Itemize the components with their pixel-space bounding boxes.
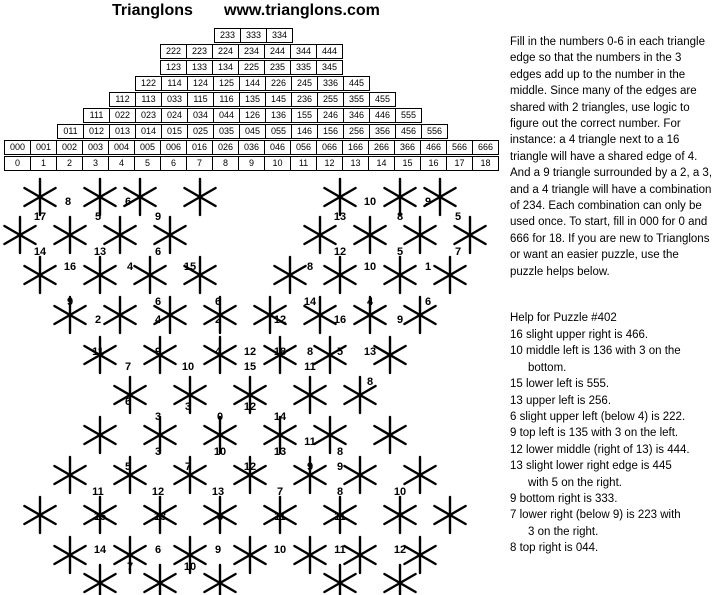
combination-cell: 223 bbox=[187, 45, 213, 59]
triangle-clue-number: 5 bbox=[336, 346, 344, 358]
triangle-clue-number: 9 bbox=[336, 461, 344, 473]
help-item: 16 slight upper right is 466. bbox=[510, 329, 649, 341]
combination-cell: 000 bbox=[5, 141, 31, 155]
edge-cross[interactable] bbox=[374, 417, 405, 453]
help-item: 7 lower right (below 9) is 223 with bbox=[510, 509, 681, 522]
combination-cell: 012 bbox=[84, 125, 110, 139]
combination-cell: 113 bbox=[136, 93, 162, 107]
edge-cross[interactable] bbox=[294, 377, 325, 413]
triangle-clue-number: 3 bbox=[154, 446, 162, 458]
combination-row bbox=[160, 60, 343, 75]
triangle-clue-number: 3 bbox=[154, 411, 162, 423]
triangle-clue-number: 13 bbox=[363, 346, 377, 358]
triangle-clue-number: 7 bbox=[454, 246, 462, 258]
combination-cell: 446 bbox=[370, 109, 396, 123]
sum-cell: 18 bbox=[473, 157, 499, 171]
combination-cell: 112 bbox=[110, 93, 136, 107]
combination-cell: 134 bbox=[213, 61, 239, 75]
edge-cross[interactable] bbox=[54, 457, 85, 493]
combination-row bbox=[83, 108, 422, 123]
edge-cross[interactable] bbox=[344, 457, 375, 493]
triangle-clue-number: 10 bbox=[363, 261, 377, 273]
triangle-clue-number: 6 bbox=[424, 296, 432, 308]
triangle-clue-number: 12 bbox=[243, 346, 257, 358]
triangle-clue-number: 5 bbox=[396, 246, 404, 258]
triangle-clue-number: 9 bbox=[154, 346, 162, 358]
combination-cell: 155 bbox=[292, 109, 318, 123]
combination-cell: 036 bbox=[239, 141, 265, 155]
triangle-clue-number: 10 bbox=[273, 544, 287, 556]
puzzle-brand-title: Trianglons bbox=[112, 2, 193, 19]
combination-cell: 225 bbox=[239, 61, 265, 75]
combination-cell: 156 bbox=[318, 125, 344, 139]
combination-cell: 445 bbox=[344, 77, 370, 91]
combination-cell: 256 bbox=[344, 125, 370, 139]
sum-cell: 12 bbox=[317, 157, 343, 171]
combination-cell: 222 bbox=[161, 45, 187, 59]
edge-cross[interactable] bbox=[294, 537, 325, 573]
triangle-clue-number: 15 bbox=[243, 361, 257, 373]
edge-cross[interactable] bbox=[84, 257, 115, 293]
edge-cross[interactable] bbox=[354, 217, 385, 253]
edge-cross[interactable] bbox=[324, 565, 355, 595]
combination-cell: 444 bbox=[317, 45, 343, 59]
edge-cross[interactable] bbox=[104, 297, 135, 333]
combination-cell: 044 bbox=[214, 109, 240, 123]
triangle-clue-number: 2 bbox=[94, 314, 102, 326]
edge-cross[interactable] bbox=[4, 217, 35, 253]
combination-cell: 035 bbox=[214, 125, 240, 139]
triangle-clue-number: 13 bbox=[333, 211, 347, 223]
triangle-clue-number: 6 bbox=[124, 396, 132, 408]
triangle-clue-number: 9 bbox=[66, 296, 74, 308]
combination-cell: 006 bbox=[161, 141, 187, 155]
triangle-clue-number: 7 bbox=[126, 561, 134, 573]
triangle-clue-number: 18 bbox=[273, 346, 287, 358]
combination-cell: 016 bbox=[187, 141, 213, 155]
triangle-clue-number: 4 bbox=[214, 346, 222, 358]
triangle-clue-number: 13 bbox=[273, 446, 287, 458]
triangle-clue-number: 12 bbox=[393, 544, 407, 556]
help-heading: Help for Puzzle #402 bbox=[510, 312, 617, 324]
combination-cell: 333 bbox=[241, 29, 267, 43]
triangle-clue-number: 6 bbox=[214, 296, 222, 308]
triangle-clue-number: 14 bbox=[33, 246, 47, 258]
help-item: 8 top right is 044. bbox=[510, 542, 599, 555]
edge-cross[interactable] bbox=[404, 537, 435, 573]
combination-cell: 135 bbox=[240, 93, 266, 107]
triangle-clue-number: 9 bbox=[396, 314, 404, 326]
triangle-clue-number: 8 bbox=[216, 511, 224, 523]
combination-cell: 014 bbox=[136, 125, 162, 139]
edge-cross[interactable] bbox=[54, 217, 85, 253]
combination-cell: 246 bbox=[318, 109, 344, 123]
triangle-clue-number: 11 bbox=[92, 486, 104, 498]
combination-cell: 144 bbox=[240, 77, 266, 91]
combination-cell: 122 bbox=[136, 77, 162, 91]
edge-cross[interactable] bbox=[104, 217, 135, 253]
combination-cell: 366 bbox=[395, 141, 421, 155]
triangle-clue-number: 6 bbox=[154, 544, 162, 556]
sum-cell: 5 bbox=[135, 157, 161, 171]
combination-cell: 346 bbox=[344, 109, 370, 123]
combination-cell: 555 bbox=[396, 109, 422, 123]
edge-cross[interactable] bbox=[304, 217, 335, 253]
triangle-clue-number: 5 bbox=[454, 211, 462, 223]
triangle-clue-number: 8 bbox=[366, 376, 374, 388]
combination-cell: 224 bbox=[213, 45, 239, 59]
edge-cross[interactable] bbox=[134, 257, 165, 293]
combination-cell: 003 bbox=[83, 141, 109, 155]
triangle-clue-number: 16 bbox=[333, 314, 347, 326]
triangle-clue-number: 1 bbox=[424, 261, 432, 273]
triangle-clue-number: 6 bbox=[124, 196, 132, 208]
combination-cell: 046 bbox=[265, 141, 291, 155]
triangle-clue-number: 9 bbox=[306, 461, 314, 473]
help-item: 3 on the right. bbox=[528, 525, 599, 538]
sum-cell: 7 bbox=[187, 157, 213, 171]
combination-cell: 336 bbox=[318, 77, 344, 91]
combination-row bbox=[109, 92, 396, 107]
triangle-clue-number: 13 bbox=[153, 511, 167, 523]
triangle-clue-number: 14 bbox=[93, 544, 107, 556]
edge-cross[interactable] bbox=[24, 179, 55, 215]
sum-cell: 14 bbox=[369, 157, 395, 171]
combination-cell: 026 bbox=[213, 141, 239, 155]
combination-cell: 004 bbox=[109, 141, 135, 155]
triangle-clue-number: 5 bbox=[124, 461, 132, 473]
triangle-clue-number: 8 bbox=[306, 346, 314, 358]
combination-cell: 146 bbox=[292, 125, 318, 139]
triangle-clue-number: 15 bbox=[183, 261, 197, 273]
triangle-clue-number: 10 bbox=[181, 361, 195, 373]
combination-cell: 123 bbox=[161, 61, 187, 75]
triangle-clue-number: 9 bbox=[424, 196, 432, 208]
edge-cross[interactable] bbox=[84, 417, 115, 453]
triangle-clue-number: 7 bbox=[276, 486, 284, 498]
help-item: 10 middle left is 136 with 3 on the bbox=[510, 345, 681, 358]
edge-cross[interactable] bbox=[54, 537, 85, 573]
triangle-clue-number: 8 bbox=[336, 446, 344, 458]
triangle-clue-number: 10 bbox=[213, 446, 227, 458]
combination-cell: 056 bbox=[291, 141, 317, 155]
combination-cell: 235 bbox=[265, 61, 291, 75]
edge-cross[interactable] bbox=[434, 497, 465, 533]
help-list bbox=[510, 327, 715, 557]
edge-cross[interactable] bbox=[24, 497, 55, 533]
triangle-clue-number: 8 bbox=[396, 211, 404, 223]
sum-cell: 8 bbox=[213, 157, 239, 171]
combination-cell: 111 bbox=[84, 109, 110, 123]
triangle-clue-number: 4 bbox=[126, 261, 134, 273]
sum-cell: 15 bbox=[395, 157, 421, 171]
triangle-clue-number: 12 bbox=[273, 314, 287, 326]
puzzle-board[interactable] bbox=[0, 175, 500, 595]
triangle-clue-number: 16 bbox=[63, 261, 77, 273]
triangle-clue-number: 11 bbox=[304, 361, 316, 373]
sum-cell: 17 bbox=[447, 157, 473, 171]
edge-cross[interactable] bbox=[184, 179, 215, 215]
edge-cross[interactable] bbox=[24, 257, 55, 293]
combination-cell: 013 bbox=[110, 125, 136, 139]
sum-cell: 0 bbox=[5, 157, 31, 171]
edge-cross[interactable] bbox=[204, 565, 235, 595]
triangle-clue-number: 10 bbox=[393, 486, 407, 498]
sum-cell: 6 bbox=[161, 157, 187, 171]
edge-cross[interactable] bbox=[84, 179, 115, 215]
combination-cell: 255 bbox=[318, 93, 344, 107]
sum-cell: 9 bbox=[239, 157, 265, 171]
help-item: bottom. bbox=[528, 361, 567, 374]
help-item: 13 slight lower right edge is 445 bbox=[510, 460, 672, 473]
help-item: 15 lower left is 555. bbox=[510, 378, 610, 391]
combination-cell: 114 bbox=[162, 77, 188, 91]
triangle-clue-number: 9 bbox=[154, 211, 162, 223]
combination-row bbox=[4, 140, 499, 155]
triangle-clue-number: 17 bbox=[33, 211, 47, 223]
triangle-clue-number: 11 bbox=[304, 436, 316, 448]
combination-cell: 055 bbox=[266, 125, 292, 139]
combination-cell: 011 bbox=[58, 125, 84, 139]
combination-cell: 334 bbox=[267, 29, 293, 43]
combination-cell: 356 bbox=[370, 125, 396, 139]
combination-cell: 166 bbox=[343, 141, 369, 155]
edge-cross[interactable] bbox=[144, 565, 175, 595]
combination-cell: 045 bbox=[240, 125, 266, 139]
triangle-clue-number: 7 bbox=[396, 511, 404, 523]
combination-row bbox=[160, 44, 343, 59]
triangle-clue-number: 11 bbox=[334, 511, 346, 523]
edge-cross[interactable] bbox=[274, 257, 305, 293]
sum-cell: 3 bbox=[83, 157, 109, 171]
instructions-text: Fill in the numbers 0-6 in each triangle edge so that the numbers in the 3 edges add up to the number in the middle. Since many of the edges are shared with 2 triangles, use logic to figure out the correct number. For instance: a 4 triangle next to a 16 triangle will have a shared edge of 4. And a 9 triangle surrounded by a 2, a 3, and a 4 triangle will have a combination of 234. Each combination can only be used once. To start, fill in 000 for 0 and 666 for 18. If you are new to Trianglons or want an easier puzzle, use the puzzle helps below. bbox=[510, 36, 713, 278]
combination-cell: 556 bbox=[422, 125, 448, 139]
help-item: 9 top left is 135 with 3 on the left. bbox=[510, 427, 679, 440]
combination-cell: 015 bbox=[162, 125, 188, 139]
edge-cross[interactable] bbox=[434, 257, 465, 293]
triangle-clue-number: 7 bbox=[184, 461, 192, 473]
sum-cell: 2 bbox=[57, 157, 83, 171]
combination-cell: 266 bbox=[369, 141, 395, 155]
triangle-clue-number: 11 bbox=[274, 511, 286, 523]
triangle-clue-number: 12 bbox=[243, 461, 257, 473]
triangle-clue-number: 14 bbox=[303, 296, 317, 308]
edge-cross[interactable] bbox=[384, 179, 415, 215]
triangle-clue-number: 4 bbox=[366, 296, 374, 308]
sum-cell: 16 bbox=[421, 157, 447, 171]
triangle-clue-number: 13 bbox=[93, 246, 107, 258]
combination-cell: 226 bbox=[266, 77, 292, 91]
combination-cell: 145 bbox=[266, 93, 292, 107]
triangle-clue-number: 13 bbox=[211, 486, 225, 498]
triangle-clue-number: 12 bbox=[333, 246, 347, 258]
triangle-clue-number: 7 bbox=[124, 361, 132, 373]
combination-cell: 566 bbox=[447, 141, 473, 155]
triangle-clue-number: 8 bbox=[64, 196, 72, 208]
triangle-clue-number: 5 bbox=[94, 211, 102, 223]
triangle-clue-number: 11 bbox=[92, 346, 104, 358]
combination-cell: 005 bbox=[135, 141, 161, 155]
combination-cell: 136 bbox=[266, 109, 292, 123]
triangle-clue-number: 10 bbox=[183, 561, 197, 573]
help-item: 12 lower middle (right of 13) is 444. bbox=[510, 443, 690, 456]
sum-row bbox=[4, 156, 499, 171]
triangle-clue-number: 10 bbox=[363, 196, 377, 208]
combination-cell: 455 bbox=[370, 93, 396, 107]
edge-cross[interactable] bbox=[384, 257, 415, 293]
combination-cell: 115 bbox=[188, 93, 214, 107]
triangle-clue-number: 6 bbox=[154, 296, 162, 308]
combination-cell: 233 bbox=[215, 29, 241, 43]
sum-cell: 1 bbox=[31, 157, 57, 171]
edge-cross[interactable] bbox=[404, 217, 435, 253]
edge-cross[interactable] bbox=[404, 457, 435, 493]
combination-cell: 466 bbox=[421, 141, 447, 155]
triangle-clue-number: 8 bbox=[306, 261, 314, 273]
help-item: 9 bottom right is 333. bbox=[510, 493, 618, 506]
edge-cross[interactable] bbox=[344, 537, 375, 573]
sum-cell: 13 bbox=[343, 157, 369, 171]
combination-row bbox=[214, 28, 293, 43]
combination-cell: 666 bbox=[473, 141, 499, 155]
help-item: 13 upper left is 256. bbox=[510, 394, 612, 407]
sum-cell: 11 bbox=[291, 157, 317, 171]
triangle-clue-number: 2 bbox=[214, 314, 222, 326]
combination-cell: 116 bbox=[214, 93, 240, 107]
triangle-clue-number: 12 bbox=[243, 401, 257, 413]
help-item: with 5 on the right. bbox=[528, 476, 622, 489]
combination-row bbox=[135, 76, 370, 91]
combination-cell: 066 bbox=[317, 141, 343, 155]
combination-cell: 355 bbox=[344, 93, 370, 107]
triangle-clue-number: 3 bbox=[184, 401, 192, 413]
combination-cell: 236 bbox=[292, 93, 318, 107]
sum-cell: 4 bbox=[109, 157, 135, 171]
combination-cell: 335 bbox=[291, 61, 317, 75]
help-item: 6 slight upper left (below 4) is 222. bbox=[510, 411, 686, 424]
combination-cell: 245 bbox=[292, 77, 318, 91]
combination-cell: 126 bbox=[240, 109, 266, 123]
edge-cross[interactable] bbox=[384, 565, 415, 595]
combination-cell: 244 bbox=[265, 45, 291, 59]
edge-cross[interactable] bbox=[324, 257, 355, 293]
sum-cell: 10 bbox=[265, 157, 291, 171]
triangle-clue-number: 12 bbox=[151, 486, 165, 498]
triangle-clue-number: 4 bbox=[154, 314, 162, 326]
triangle-clue-number: 14 bbox=[273, 411, 287, 423]
combination-cell: 024 bbox=[162, 109, 188, 123]
combination-row bbox=[57, 124, 448, 139]
combination-cell: 234 bbox=[239, 45, 265, 59]
website-url: www.trianglons.com bbox=[224, 2, 380, 19]
triangle-clue-number: 11 bbox=[334, 544, 346, 556]
combination-cell: 133 bbox=[187, 61, 213, 75]
combination-cell: 022 bbox=[110, 109, 136, 123]
triangle-clue-number: 15 bbox=[93, 511, 107, 523]
combination-cell: 033 bbox=[162, 93, 188, 107]
combination-cell: 023 bbox=[136, 109, 162, 123]
combination-cell: 344 bbox=[291, 45, 317, 59]
combination-cell: 456 bbox=[396, 125, 422, 139]
triangle-clue-number: 9 bbox=[214, 544, 222, 556]
combination-cell: 345 bbox=[317, 61, 343, 75]
triangle-clue-number: 0 bbox=[216, 411, 224, 423]
edge-cross[interactable] bbox=[324, 179, 355, 215]
combination-cell: 124 bbox=[188, 77, 214, 91]
triangle-clue-number: 6 bbox=[154, 246, 162, 258]
triangle-clue-number: 8 bbox=[336, 486, 344, 498]
combination-cell: 125 bbox=[214, 77, 240, 91]
combination-cell: 001 bbox=[31, 141, 57, 155]
combination-cell: 034 bbox=[188, 109, 214, 123]
edge-cross[interactable] bbox=[234, 537, 265, 573]
edge-cross[interactable] bbox=[374, 337, 405, 373]
combination-cell: 002 bbox=[57, 141, 83, 155]
combination-cell: 025 bbox=[188, 125, 214, 139]
edge-cross[interactable] bbox=[84, 565, 115, 595]
